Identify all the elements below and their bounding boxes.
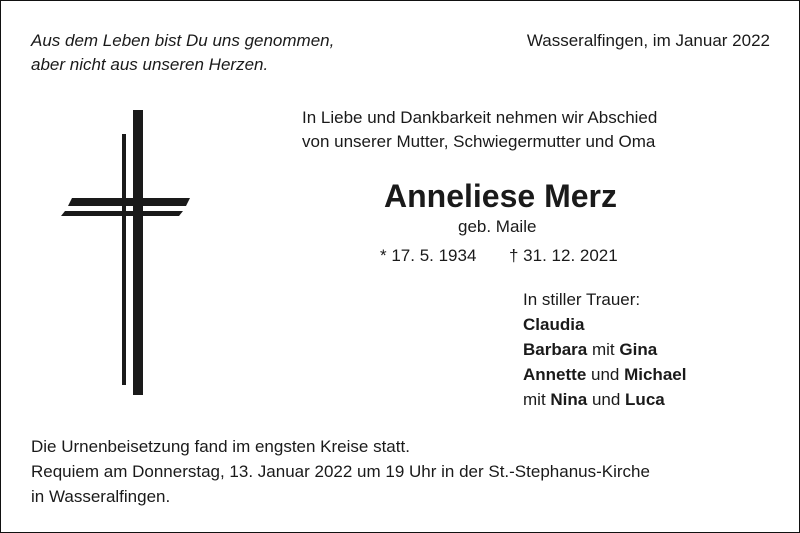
mourner-name: Barbara [523,340,588,359]
birth-date: * 17. 5. 1934 [380,246,477,265]
mourner-line [523,338,657,362]
motto-line-1: Aus dem Leben bist Du uns genommen, [31,31,335,50]
mourner-line [523,363,686,387]
deceased-name: Anneliese Merz [384,178,617,214]
mourner-connector: mit [523,390,551,409]
mourner-connector: und [586,365,625,384]
mourner-connector: mit [587,340,620,359]
mourner-name: Gina [619,340,658,359]
mourner-name: Nina [550,390,588,409]
requiem-location: in Wasseralfingen. [31,487,171,506]
requiem-note: Requiem am Donnerstag, 13. Januar 2022 um 19 Uhr in der St.-Stephanus-Kirche [31,462,650,481]
mourner-name: Luca [625,390,665,409]
mourner-name: Michael [624,365,687,384]
burial-note: Die Urnenbeisetzung fand im engsten Kreise statt. [31,437,410,456]
farewell-line-1: In Liebe und Dankbarkeit nehmen wir Abschied [302,108,658,127]
mourner-connector: und [587,390,626,409]
cross-icon [60,110,200,395]
mourner-name: Claudia [523,315,585,334]
birth-name: geb. Maile [458,217,537,236]
farewell-line-2: von unserer Mutter, Schwiegermutter und Oma [302,132,656,151]
place-date: Wasseralfingen, im Januar 2022 [526,31,770,50]
motto-line-2: aber nicht aus unseren Herzen. [31,55,269,74]
mourner-line [523,313,584,337]
mourners-heading: In stiller Trauer: [523,290,641,309]
death-date: † 31. 12. 2021 [509,246,618,265]
mourner-line [523,388,665,412]
mourner-name: Annette [523,365,587,384]
